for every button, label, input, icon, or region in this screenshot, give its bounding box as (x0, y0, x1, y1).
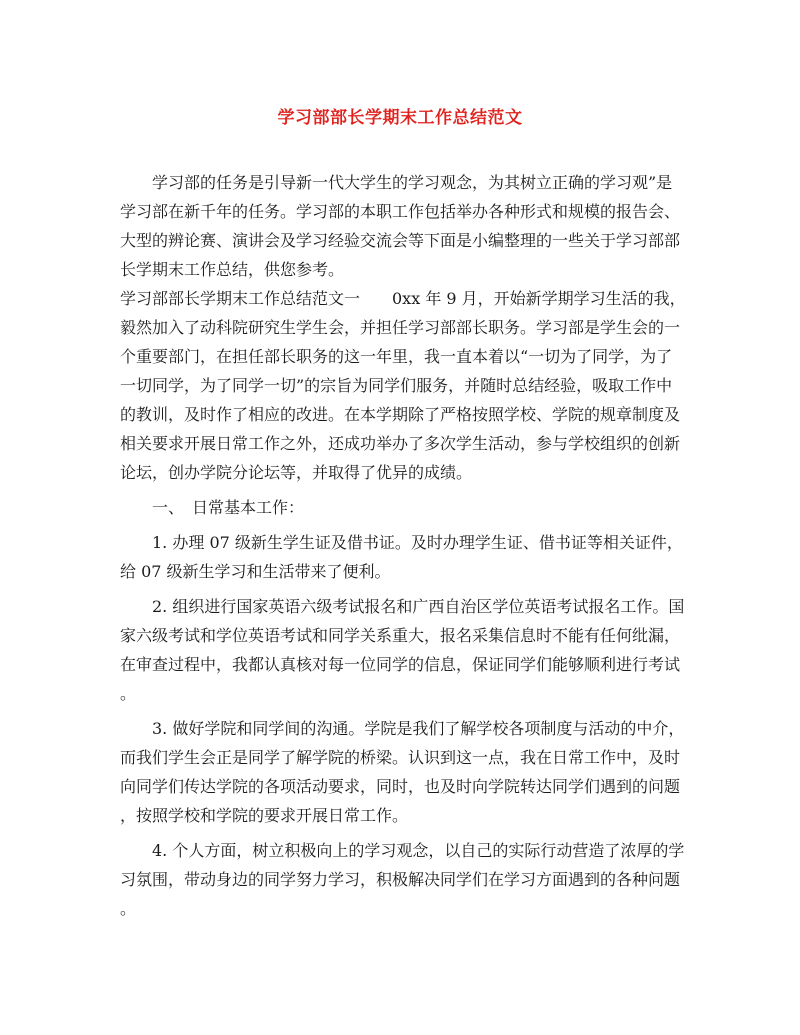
text-line: 个重要部门，在担任部长职务的这一年里，我一直本着以“一切为了同学，为了 (120, 347, 673, 366)
text-line: 1. 办理 07 级新生学生证及借书证。及时办理学生证、借书证等相关证件， (152, 533, 683, 552)
text-line: 家六级考试和学位英语考试和同学关系重大，报名采集信息时不能有任何纰漏， (120, 626, 681, 645)
text-line: 学习部部长学期末工作总结范文一 0xx 年 9 月，开始新学期学习生活的我， (120, 289, 686, 308)
text-line: 给 07 级新生学习和生活带来了便利。 (120, 562, 391, 581)
text-line: 论坛，创办学院分论坛等，并取得了优异的成绩。 (120, 463, 473, 482)
text-line: 毅然加入了动科院研究生学生会，并担任学习部部长职务。学习部是学生会的一 (120, 318, 681, 337)
text-line: 在审查过程中，我都认真核对每一位同学的信息，保证同学们能够顺利进行考试 (120, 655, 681, 674)
text-line: 。 (120, 684, 137, 703)
text-line: 。 (120, 899, 137, 918)
text-line: 长学期末工作总结，供您参考。 (120, 260, 345, 279)
text-line: 的教训，及时作了相应的改进。在本学期除了严格按照学校、学院的规章制度及 (120, 405, 681, 424)
text-line: 相关要求开展日常工作之外，还成功举办了多次学生活动，参与学校组织的创新 (120, 434, 681, 453)
document-body (120, 168, 686, 923)
text-line: 而我们学生会正是同学了解学院的桥梁。认识到这一点，我在日常工作中，及时 (120, 748, 681, 767)
text-line: 3. 做好学院和同学间的沟通。学院是我们了解学校各项制度与活动的中介， (152, 719, 685, 738)
text-line: 2. 组织进行国家英语六级考试报名和广西自治区学位英语考试报名工作。国 (152, 597, 685, 616)
text-line: 4. 个人方面，树立积极向上的学习观念，以自己的实际行动营造了浓厚的学 (152, 841, 685, 860)
text-line: 向同学们传达学院的各项活动要求，同时，也及时向学院转达同学们遇到的问题 (120, 777, 681, 796)
text-line: 学习部在新千年的任务。学习部的本职工作包括举办各种形式和规模的报告会、 (120, 202, 681, 221)
document-title: 学习部部长学期末工作总结范文 (277, 108, 523, 128)
text-line: 学习部的任务是引导新一代大学生的学习观念，为其树立正确的学习观”是 (152, 173, 673, 192)
section-heading: 一、 日常基本工作： (152, 498, 305, 517)
text-line: 大型的辨论赛、演讲会及学习经验交流会等下面是小编整理的一些关于学习部部 (120, 231, 681, 250)
text-line: 习氛围，带动身边的同学努力学习，积极解决同学们在学习方面遇到的各种问题 (120, 870, 681, 889)
text-line: ，按照学校和学院的要求开展日常工作。 (120, 806, 409, 825)
text-line: 一切同学，为了同学一切”的宗旨为同学们服务，并随时总结经验，吸取工作中 (120, 376, 673, 395)
